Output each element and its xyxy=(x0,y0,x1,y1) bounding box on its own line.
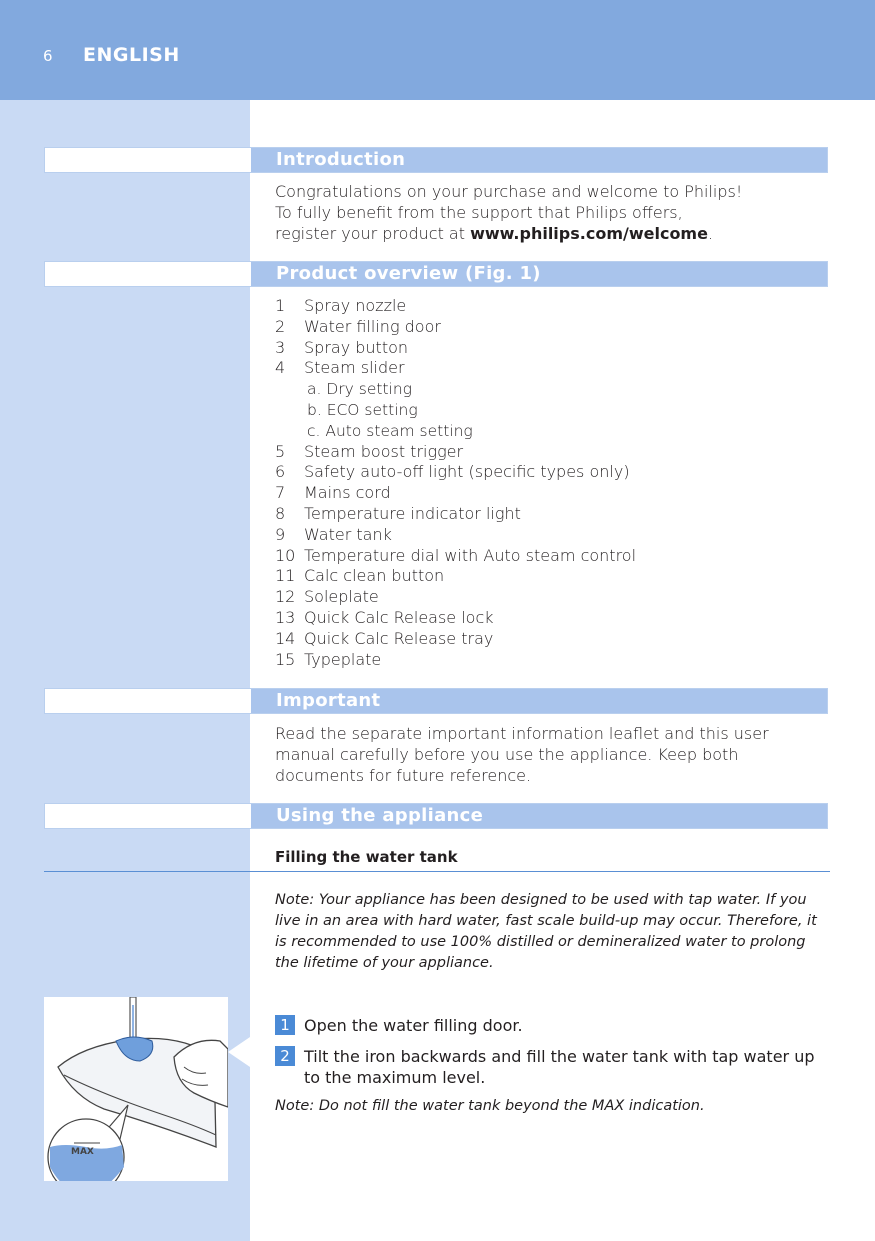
section-bar-important xyxy=(44,688,828,714)
language-label: ENGLISH xyxy=(83,44,180,66)
list-item-label: Quick Calc Release lock xyxy=(304,607,494,627)
list-item xyxy=(275,379,815,400)
iron-filling-drawing xyxy=(44,997,228,1181)
product-overview-list xyxy=(275,296,815,670)
section-bar-using xyxy=(44,803,828,829)
page-header xyxy=(0,0,875,100)
list-item-label: c. Auto steam setting xyxy=(307,421,473,440)
list-item-label: Typeplate xyxy=(304,649,382,669)
list-item xyxy=(275,650,815,671)
welcome-link[interactable]: www.philips.com/welcome xyxy=(470,224,708,243)
list-item-number: 2 xyxy=(275,316,286,336)
list-item-label: Soleplate xyxy=(304,587,379,607)
list-item xyxy=(275,421,815,442)
introduction-text: Congratulations on your purchase and welcome to Philips! To fully benefit from the support that Philips offers, register your product at www.philips.com/welcome. xyxy=(275,182,743,243)
list-item xyxy=(275,296,815,317)
list-item-label: Calc clean button xyxy=(304,566,445,586)
list-item-number: 6 xyxy=(275,462,286,482)
subheading-filling: Filling the water tank xyxy=(275,848,458,866)
page-number: 6 xyxy=(43,47,53,65)
divider xyxy=(44,871,830,872)
list-item-number: 1 xyxy=(275,296,286,315)
step-number-badge: 1 xyxy=(275,1015,295,1035)
list-item-number: 9 xyxy=(275,524,286,544)
list-item-label: Mains cord xyxy=(304,483,391,503)
list-item-label: Spray button xyxy=(304,337,409,357)
list-item-number: 15 xyxy=(275,649,296,669)
list-item xyxy=(275,504,815,525)
list-item-number: 8 xyxy=(275,503,286,523)
list-item xyxy=(275,358,815,379)
list-item-label: Spray nozzle xyxy=(304,296,407,315)
section-title: Product overview (Fig. 1) xyxy=(276,263,541,284)
list-item-number: 4 xyxy=(275,358,286,378)
list-item xyxy=(275,566,815,587)
list-item-number: 11 xyxy=(275,566,296,586)
list-item-number: 14 xyxy=(275,628,296,648)
list-item xyxy=(275,608,815,629)
list-item-label: Steam slider xyxy=(304,358,405,378)
list-item-label: Steam boost trigger xyxy=(304,441,464,461)
list-item-label: Temperature dial with Auto steam control xyxy=(304,545,637,565)
list-item-label: Quick Calc Release tray xyxy=(304,628,494,648)
tap-water-note: Note: Your appliance has been designed to be used with tap water. If you live in an area with hard water, fast scale build-up may occur. Therefore, it is recommended to use 100% distilled or demineralized water to prolong the lifetime of your appliance. xyxy=(275,892,817,971)
list-item-number: 10 xyxy=(275,545,296,565)
list-item-label: Temperature indicator light xyxy=(304,503,521,523)
step-text: Tilt the iron backwards and fill the water tank with tap water up to the maximum level. xyxy=(304,1047,815,1087)
section-title: Important xyxy=(276,690,381,711)
list-item-number: 3 xyxy=(275,337,286,357)
max-note: Note: Do not fill the water tank beyond the MAX indication. xyxy=(275,1098,705,1114)
list-item xyxy=(275,462,815,483)
step-number-badge: 2 xyxy=(275,1046,295,1066)
list-item-label: b. ECO setting xyxy=(307,400,418,419)
figure-pointer xyxy=(228,1037,250,1067)
list-item-number: 13 xyxy=(275,607,296,627)
list-item-label: Safety auto-off light (specific types only) xyxy=(304,462,630,482)
list-item xyxy=(275,317,815,338)
list-item-label: Water filling door xyxy=(304,316,441,336)
list-item xyxy=(275,546,815,567)
iron-filling-illustration xyxy=(44,997,228,1181)
list-item-label: Water tank xyxy=(304,524,392,544)
list-item xyxy=(275,442,815,463)
list-item xyxy=(275,587,815,608)
section-bar-introduction xyxy=(44,147,828,173)
section-bar-overview xyxy=(44,261,828,287)
list-item-number: 7 xyxy=(275,483,286,503)
list-item xyxy=(275,400,815,421)
list-item xyxy=(275,338,815,359)
list-item xyxy=(275,525,815,546)
step-text: Open the water filling door. xyxy=(304,1016,523,1035)
important-text: Read the separate important information leaflet and this user manual carefully before you use the appliance. Keep both documents for future reference. xyxy=(275,724,769,785)
section-title: Introduction xyxy=(276,149,406,170)
section-title: Using the appliance xyxy=(276,805,484,826)
list-item-number: 12 xyxy=(275,587,296,607)
list-item xyxy=(275,629,815,650)
list-item xyxy=(275,483,815,504)
list-item-number: 5 xyxy=(275,441,286,461)
list-item-label: a. Dry setting xyxy=(307,380,412,399)
max-label: MAX xyxy=(71,1147,94,1157)
